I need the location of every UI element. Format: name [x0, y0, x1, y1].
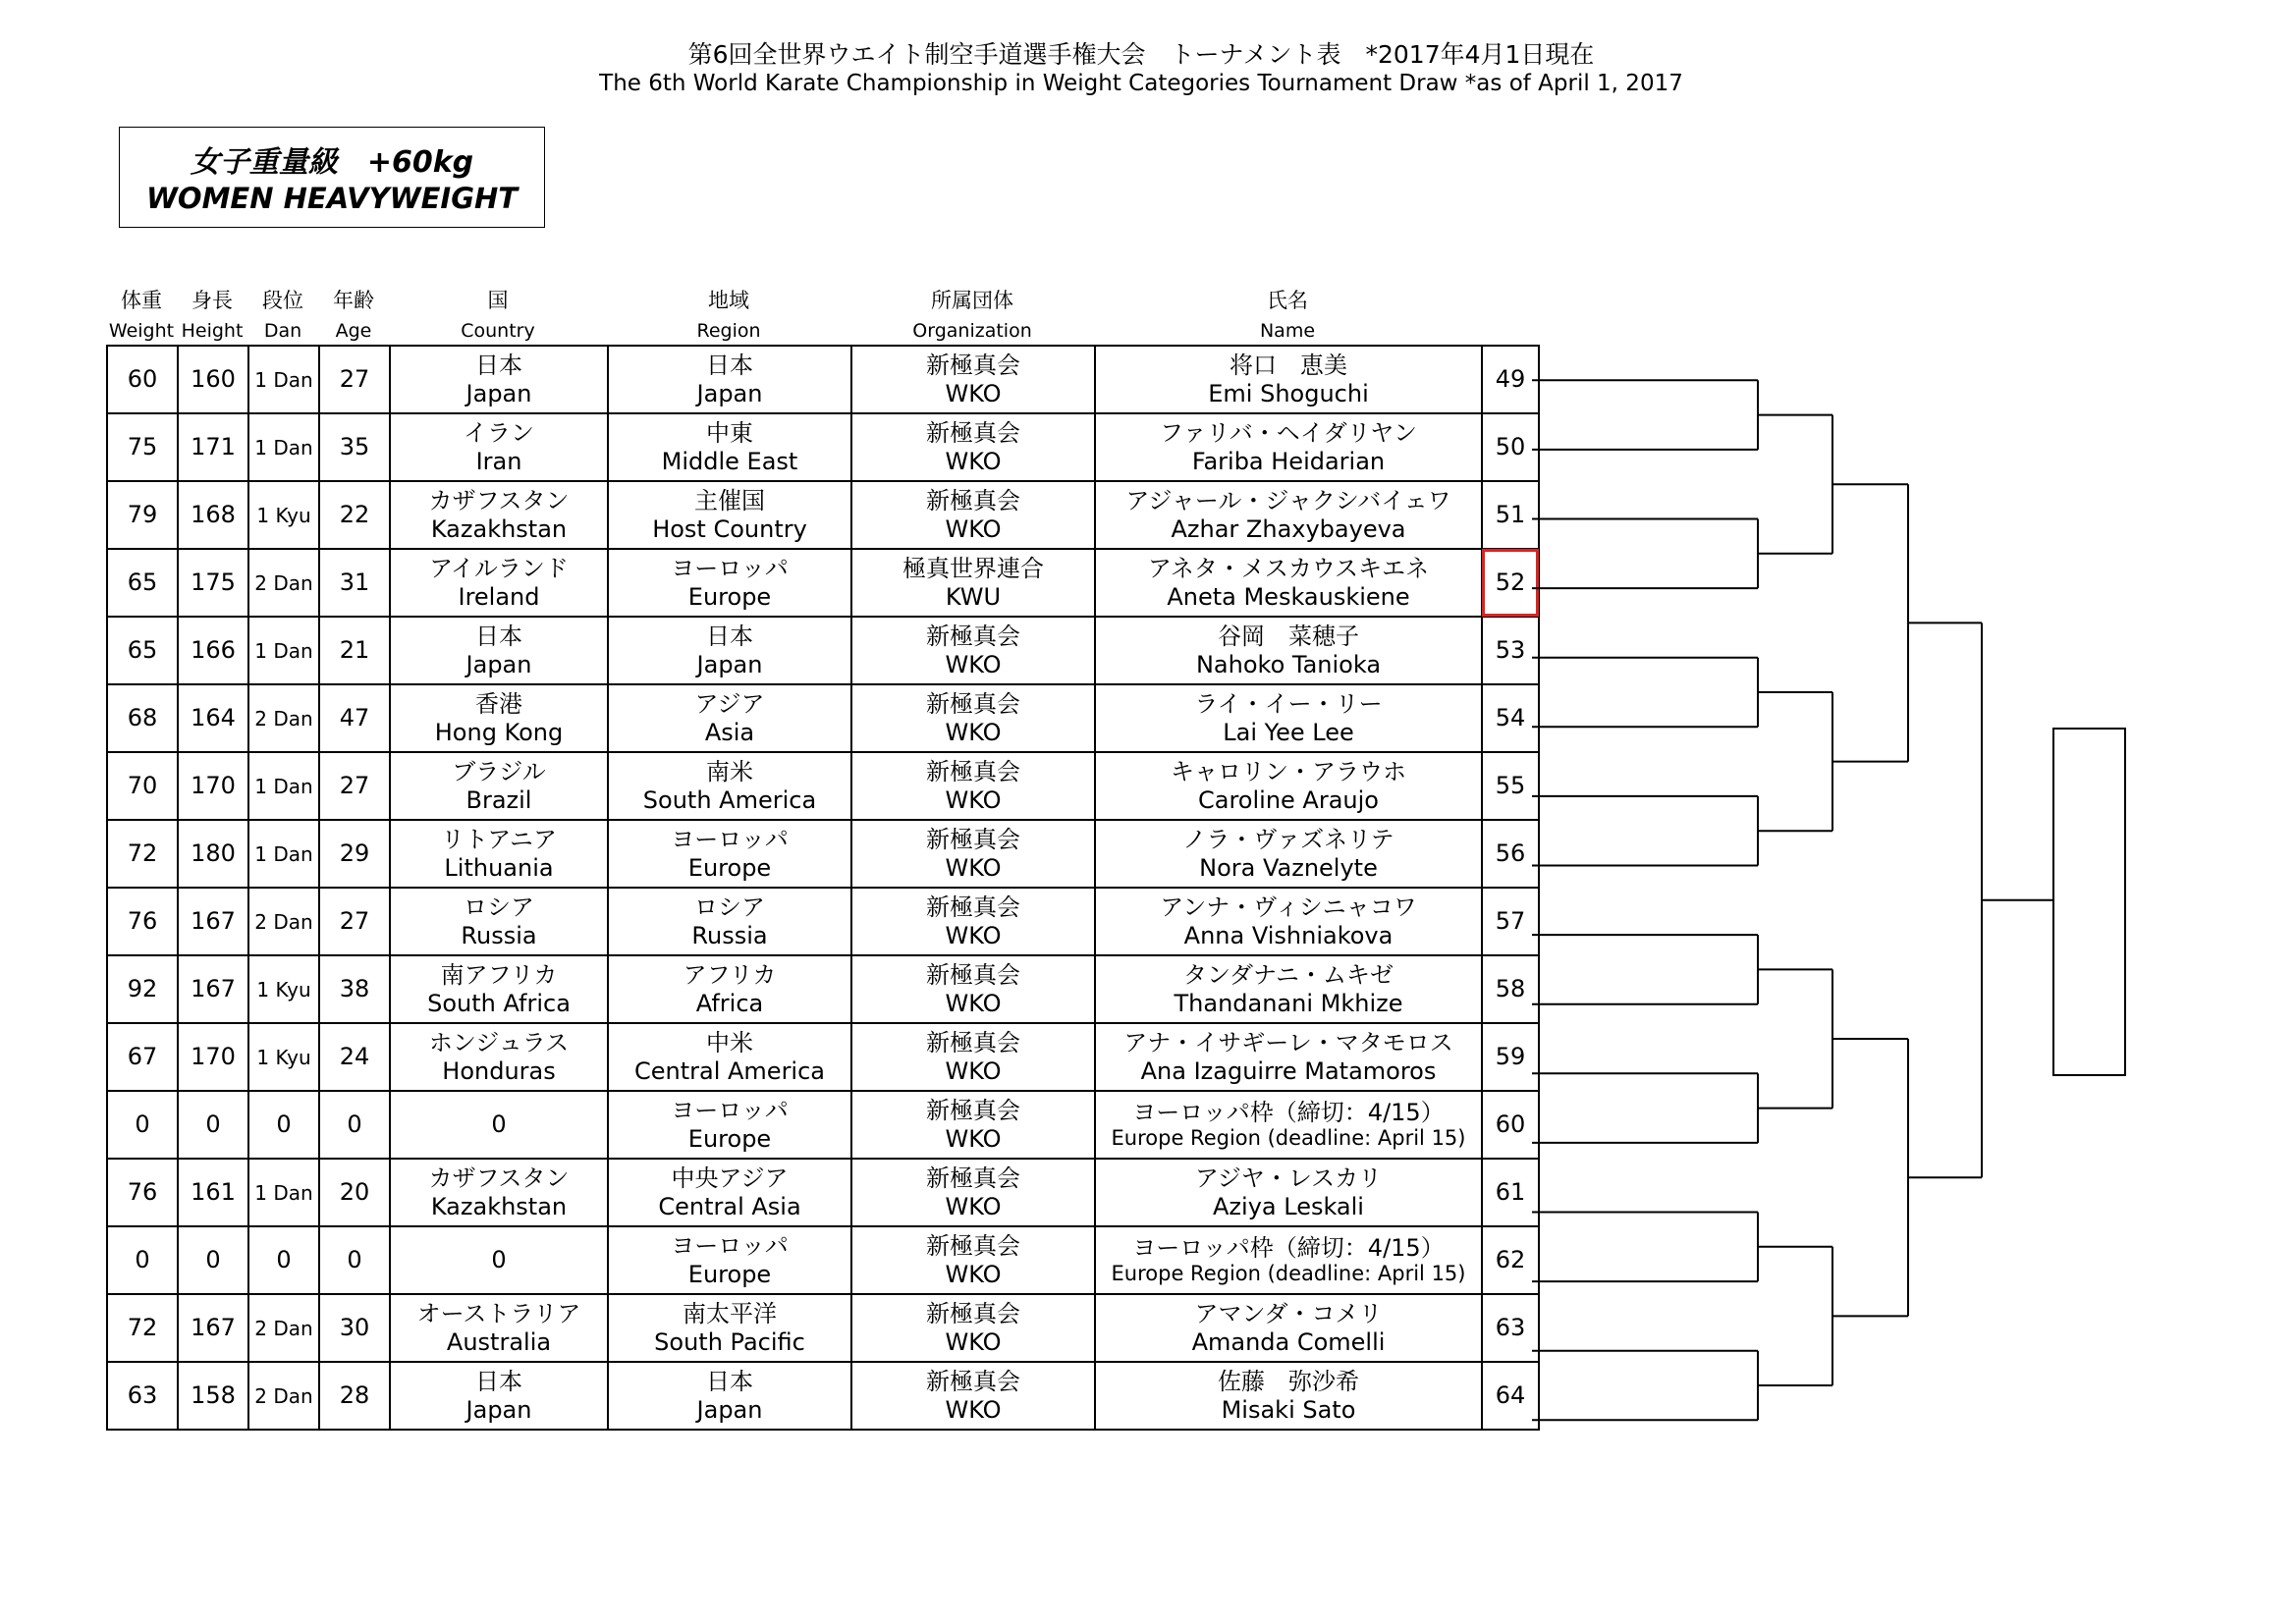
weight-cell: 70 — [107, 752, 178, 820]
seed-number[interactable]: 59 — [1482, 1023, 1539, 1091]
header-org-jp: 所属団体 — [931, 289, 1013, 312]
organization-cell-jp: 新極真会 — [926, 1096, 1020, 1124]
height-cell: 175 — [178, 549, 248, 617]
region-cell-jp: アフリカ — [683, 960, 777, 989]
weight-cell: 68 — [107, 684, 178, 752]
age-cell: 0 — [319, 1226, 390, 1294]
name-cell-jp: アジャール・ジャクシバイェワ — [1125, 486, 1451, 514]
region-cell-jp: 中米 — [706, 1028, 753, 1056]
name-cell-jp: 谷岡 菜穂子 — [1218, 622, 1359, 650]
country-cell-jp: 南アフリカ — [440, 960, 558, 989]
country-cell-en: Japan — [465, 379, 532, 407]
region-cell-jp: 主催国 — [694, 486, 765, 514]
organization-cell-jp: 新極真会 — [926, 418, 1020, 447]
weight-cell: 92 — [107, 955, 178, 1023]
header-dan-en: Dan — [263, 320, 302, 342]
name-cell-en: Caroline Araujo — [1198, 785, 1379, 814]
weight-cell: 63 — [107, 1362, 178, 1430]
organization-cell-jp: 極真世界連合 — [902, 554, 1044, 582]
country-cell-jp: 0 — [491, 1110, 507, 1139]
header-height-en: Height — [181, 320, 244, 342]
organization-cell-en: WKO — [945, 718, 1002, 746]
height-cell: 0 — [178, 1226, 248, 1294]
country-cell-en: Kazakhstan — [430, 1192, 568, 1220]
category-title-en: WOMEN HEAVYWEIGHT — [145, 182, 519, 215]
country-cell-jp: 香港 — [475, 689, 522, 718]
seed-number[interactable]: 62 — [1482, 1226, 1539, 1294]
region-cell-jp: 南太平洋 — [683, 1299, 777, 1327]
country-cell-en: Ireland — [458, 582, 540, 611]
header-age-en: Age — [335, 320, 372, 342]
height-cell: 167 — [178, 888, 248, 955]
height-cell: 158 — [178, 1362, 248, 1430]
name-cell-en: Aneta Meskauskiene — [1167, 582, 1410, 611]
region-cell-en: Japan — [696, 650, 763, 678]
region-cell-jp: ヨーロッパ — [671, 1231, 789, 1260]
name-cell-en: Ana Izaguirre Matamoros — [1140, 1056, 1437, 1085]
name-cell-en: Lai Yee Lee — [1223, 718, 1354, 746]
country-cell-en: Australia — [446, 1327, 552, 1356]
country-cell-en: Japan — [465, 1395, 532, 1424]
age-cell: 27 — [319, 752, 390, 820]
name-cell-en: Aziya Leskali — [1213, 1192, 1364, 1220]
organization-cell-jp: 新極真会 — [926, 1028, 1020, 1056]
name-cell-en: Thandanani Mkhize — [1174, 989, 1403, 1017]
header-country-jp: 国 — [487, 289, 509, 312]
weight-cell: 60 — [107, 346, 178, 413]
region-cell-en: Europe — [687, 1124, 772, 1153]
region-cell-jp: ヨーロッパ — [671, 825, 789, 853]
country-cell-en: Hong Kong — [434, 718, 564, 746]
name-cell-en: Anna Vishniakova — [1183, 921, 1394, 949]
country-cell-en: Brazil — [465, 785, 532, 814]
region-cell-jp: 日本 — [706, 622, 753, 650]
region-cell-en: Japan — [696, 1395, 763, 1424]
header-weight-en: Weight — [108, 320, 175, 342]
header-name-en: Name — [1259, 320, 1316, 342]
region-cell-jp: アジア — [694, 689, 765, 718]
height-cell: 161 — [178, 1159, 248, 1226]
region-cell-jp: ヨーロッパ — [671, 1096, 789, 1124]
dan-cell: 2 Dan — [248, 1294, 319, 1362]
region-cell-jp: ロシア — [694, 893, 765, 921]
country-cell-jp: 0 — [491, 1246, 507, 1274]
organization-cell-en: WKO — [945, 1260, 1002, 1288]
country-cell-jp: カザフスタン — [428, 1164, 570, 1192]
weight-cell: 65 — [107, 617, 178, 684]
country-cell-jp: 日本 — [475, 351, 522, 379]
age-cell: 27 — [319, 346, 390, 413]
name-cell-en: Misaki Sato — [1221, 1395, 1356, 1424]
height-cell: 167 — [178, 955, 248, 1023]
country-cell-jp: ホンジュラス — [428, 1028, 570, 1056]
organization-cell-jp: 新極真会 — [926, 1299, 1020, 1327]
seed-number[interactable]: 61 — [1482, 1159, 1539, 1226]
seed-number[interactable]: 50 — [1482, 413, 1539, 481]
region-cell-en: South Pacific — [654, 1327, 805, 1356]
organization-cell-en: WKO — [945, 514, 1002, 543]
name-cell-jp: ノラ・ヴァズネリテ — [1182, 825, 1394, 853]
region-cell-en: Europe — [687, 582, 772, 611]
organization-cell-en: WKO — [945, 785, 1002, 814]
name-cell-en: Amanda Comelli — [1191, 1327, 1386, 1356]
age-cell: 28 — [319, 1362, 390, 1430]
name-cell-en: Europe Region (deadline: April 15) — [1111, 1126, 1466, 1151]
name-cell-jp: ライ・イー・リー — [1194, 689, 1383, 718]
country-cell-jp: ブラジル — [452, 757, 546, 785]
seed-number[interactable]: 51 — [1482, 481, 1539, 549]
height-cell: 164 — [178, 684, 248, 752]
country-cell-jp: オーストラリア — [416, 1299, 581, 1327]
name-cell-jp: アジヤ・レスカリ — [1194, 1164, 1383, 1192]
name-cell-en: Nora Vaznelyte — [1199, 853, 1378, 882]
country-cell-jp: カザフスタン — [428, 486, 570, 514]
organization-cell-jp: 新極真会 — [926, 622, 1020, 650]
height-cell: 0 — [178, 1091, 248, 1159]
name-cell-jp: アナ・イサギーレ・マタモロス — [1123, 1028, 1453, 1056]
weight-cell: 76 — [107, 1159, 178, 1226]
region-cell-en: Russia — [691, 921, 768, 949]
height-cell: 170 — [178, 752, 248, 820]
organization-cell-en: WKO — [945, 447, 1002, 475]
weight-cell: 75 — [107, 413, 178, 481]
dan-cell: 1 Dan — [248, 752, 319, 820]
header-age-jp: 年齢 — [333, 289, 374, 312]
country-cell-jp: リトアニア — [440, 825, 558, 853]
region-cell-en: South America — [642, 785, 817, 814]
country-cell-en: Lithuania — [444, 853, 554, 882]
organization-cell-jp: 新極真会 — [926, 1367, 1020, 1395]
age-cell: 35 — [319, 413, 390, 481]
weight-cell: 76 — [107, 888, 178, 955]
country-cell-jp: イラン — [464, 418, 534, 447]
age-cell: 27 — [319, 888, 390, 955]
organization-cell-en: WKO — [945, 1192, 1002, 1220]
height-cell: 166 — [178, 617, 248, 684]
weight-cell: 72 — [107, 1294, 178, 1362]
region-cell-jp: 中東 — [706, 418, 753, 447]
region-cell-en: Central Asia — [658, 1192, 801, 1220]
region-cell-jp: 南米 — [706, 757, 753, 785]
weight-cell: 72 — [107, 820, 178, 888]
dan-cell: 2 Dan — [248, 1362, 319, 1430]
header-dan-jp: 段位 — [262, 289, 303, 312]
country-cell-jp: 日本 — [475, 1367, 522, 1395]
country-cell-en: South Africa — [427, 989, 571, 1017]
age-cell: 31 — [319, 549, 390, 617]
name-cell-jp: ヨーロッパ枠（締切：4/15） — [1132, 1233, 1445, 1262]
country-cell-jp: ロシア — [464, 893, 534, 921]
organization-cell-jp: 新極真会 — [926, 893, 1020, 921]
name-cell-en: Nahoko Tanioka — [1195, 650, 1382, 678]
organization-cell-en: WKO — [945, 989, 1002, 1017]
height-cell: 170 — [178, 1023, 248, 1091]
dan-cell: 2 Dan — [248, 549, 319, 617]
seed-number[interactable]: 58 — [1482, 955, 1539, 1023]
country-cell-en: Kazakhstan — [430, 514, 568, 543]
age-cell: 30 — [319, 1294, 390, 1362]
region-cell-jp: 日本 — [706, 351, 753, 379]
seed-number[interactable]: 63 — [1482, 1294, 1539, 1362]
country-cell-en: Japan — [465, 650, 532, 678]
height-cell: 167 — [178, 1294, 248, 1362]
header-region-en: Region — [696, 320, 761, 342]
region-cell-jp: 日本 — [706, 1367, 753, 1395]
name-cell-en: Azhar Zhaxybayeva — [1171, 514, 1406, 543]
dan-cell: 1 Dan — [248, 346, 319, 413]
seed-number[interactable]: 49 — [1482, 346, 1539, 413]
header-weight-jp: 体重 — [121, 289, 162, 312]
weight-cell: 67 — [107, 1023, 178, 1091]
organization-cell-en: WKO — [945, 921, 1002, 949]
region-cell-jp: ヨーロッパ — [671, 554, 789, 582]
page-title-en: The 6th World Karate Championship in Weight Categories Tournament Draw *as of April 1, 2017 — [599, 71, 1683, 96]
header-height-jp: 身長 — [191, 289, 233, 312]
dan-cell: 1 Dan — [248, 1159, 319, 1226]
organization-cell-jp: 新極真会 — [926, 486, 1020, 514]
organization-cell-jp: 新極真会 — [926, 689, 1020, 718]
seed-number[interactable]: 53 — [1482, 617, 1539, 684]
category-title-jp: 女子重量級 +60kg — [190, 145, 474, 180]
organization-cell-en: WKO — [945, 650, 1002, 678]
organization-cell-en: WKO — [945, 1395, 1002, 1424]
region-cell-en: Africa — [695, 989, 764, 1017]
seed-number[interactable]: 60 — [1482, 1091, 1539, 1159]
name-cell-jp: ヨーロッパ枠（締切：4/15） — [1132, 1098, 1445, 1126]
header-region-jp: 地域 — [708, 289, 749, 312]
country-cell-jp: アイルランド — [429, 554, 569, 582]
organization-cell-en: KWU — [945, 582, 1002, 611]
age-cell: 0 — [319, 1091, 390, 1159]
organization-cell-en: WKO — [945, 1124, 1002, 1153]
name-cell-jp: キャロリン・アラウホ — [1171, 757, 1406, 785]
dan-cell: 1 Kyu — [248, 1023, 319, 1091]
name-cell-jp: 佐藤 弥沙希 — [1218, 1367, 1359, 1395]
name-cell-jp: アマンダ・コメリ — [1194, 1299, 1383, 1327]
name-cell-en: Fariba Heidarian — [1191, 447, 1386, 475]
region-cell-jp: 中央アジア — [671, 1164, 789, 1192]
dan-cell: 0 — [248, 1226, 319, 1294]
header-name-jp: 氏名 — [1267, 289, 1308, 312]
name-cell-en: Emi Shoguchi — [1208, 379, 1369, 407]
weight-cell: 0 — [107, 1091, 178, 1159]
organization-cell-jp: 新極真会 — [926, 1164, 1020, 1192]
bracket-final-box — [2053, 729, 2125, 1075]
name-cell-jp: ファリバ・ヘイダリヤン — [1159, 418, 1418, 447]
dan-cell: 2 Dan — [248, 684, 319, 752]
seed-number[interactable]: 52 — [1482, 549, 1539, 617]
organization-cell-en: WKO — [945, 1327, 1002, 1356]
region-cell-en: Japan — [696, 379, 763, 407]
organization-cell-en: WKO — [945, 379, 1002, 407]
region-cell-en: Europe — [687, 1260, 772, 1288]
age-cell: 22 — [319, 481, 390, 549]
dan-cell: 1 Kyu — [248, 481, 319, 549]
height-cell: 168 — [178, 481, 248, 549]
name-cell-jp: アンナ・ヴィシニャコワ — [1160, 893, 1417, 921]
country-cell-en: Iran — [475, 447, 522, 475]
dan-cell: 0 — [248, 1091, 319, 1159]
organization-cell-jp: 新極真会 — [926, 960, 1020, 989]
height-cell: 160 — [178, 346, 248, 413]
dan-cell: 1 Dan — [248, 820, 319, 888]
organization-cell-en: WKO — [945, 853, 1002, 882]
weight-cell: 65 — [107, 549, 178, 617]
region-cell-en: Asia — [704, 718, 755, 746]
seed-number[interactable]: 56 — [1482, 820, 1539, 888]
organization-cell-jp: 新極真会 — [926, 825, 1020, 853]
page-title-jp: 第6回全世界ウエイト制空手道選手権大会 トーナメント表 *2017年4月1日現在 — [687, 40, 1595, 69]
dan-cell: 1 Dan — [248, 413, 319, 481]
seed-number[interactable]: 57 — [1482, 888, 1539, 955]
dan-cell: 1 Kyu — [248, 955, 319, 1023]
weight-cell: 0 — [107, 1226, 178, 1294]
seed-number[interactable]: 64 — [1482, 1362, 1539, 1430]
name-cell-jp: 将口 恵美 — [1230, 351, 1347, 379]
region-cell-en: Middle East — [661, 447, 798, 475]
age-cell: 24 — [319, 1023, 390, 1091]
country-cell-en: Russia — [461, 921, 537, 949]
header-org-en: Organization — [912, 320, 1032, 342]
name-cell-jp: タンダナニ・ムキゼ — [1182, 960, 1394, 989]
region-cell-en: Central America — [633, 1056, 825, 1085]
name-cell-en: Europe Region (deadline: April 15) — [1111, 1262, 1466, 1286]
organization-cell-en: WKO — [945, 1056, 1002, 1085]
age-cell: 21 — [319, 617, 390, 684]
organization-cell-jp: 新極真会 — [926, 757, 1020, 785]
age-cell: 29 — [319, 820, 390, 888]
age-cell: 20 — [319, 1159, 390, 1226]
dan-cell: 2 Dan — [248, 888, 319, 955]
region-cell-en: Host Country — [652, 514, 807, 543]
region-cell-en: Europe — [687, 853, 772, 882]
country-cell-en: Honduras — [442, 1056, 556, 1085]
organization-cell-jp: 新極真会 — [926, 351, 1020, 379]
height-cell: 171 — [178, 413, 248, 481]
seed-number[interactable]: 55 — [1482, 752, 1539, 820]
seed-number[interactable]: 54 — [1482, 684, 1539, 752]
age-cell: 47 — [319, 684, 390, 752]
country-cell-jp: 日本 — [475, 622, 522, 650]
dan-cell: 1 Dan — [248, 617, 319, 684]
weight-cell: 79 — [107, 481, 178, 549]
header-country-en: Country — [461, 320, 535, 342]
organization-cell-jp: 新極真会 — [926, 1231, 1020, 1260]
name-cell-jp: アネタ・メスカウスキエネ — [1147, 554, 1430, 582]
height-cell: 180 — [178, 820, 248, 888]
age-cell: 38 — [319, 955, 390, 1023]
